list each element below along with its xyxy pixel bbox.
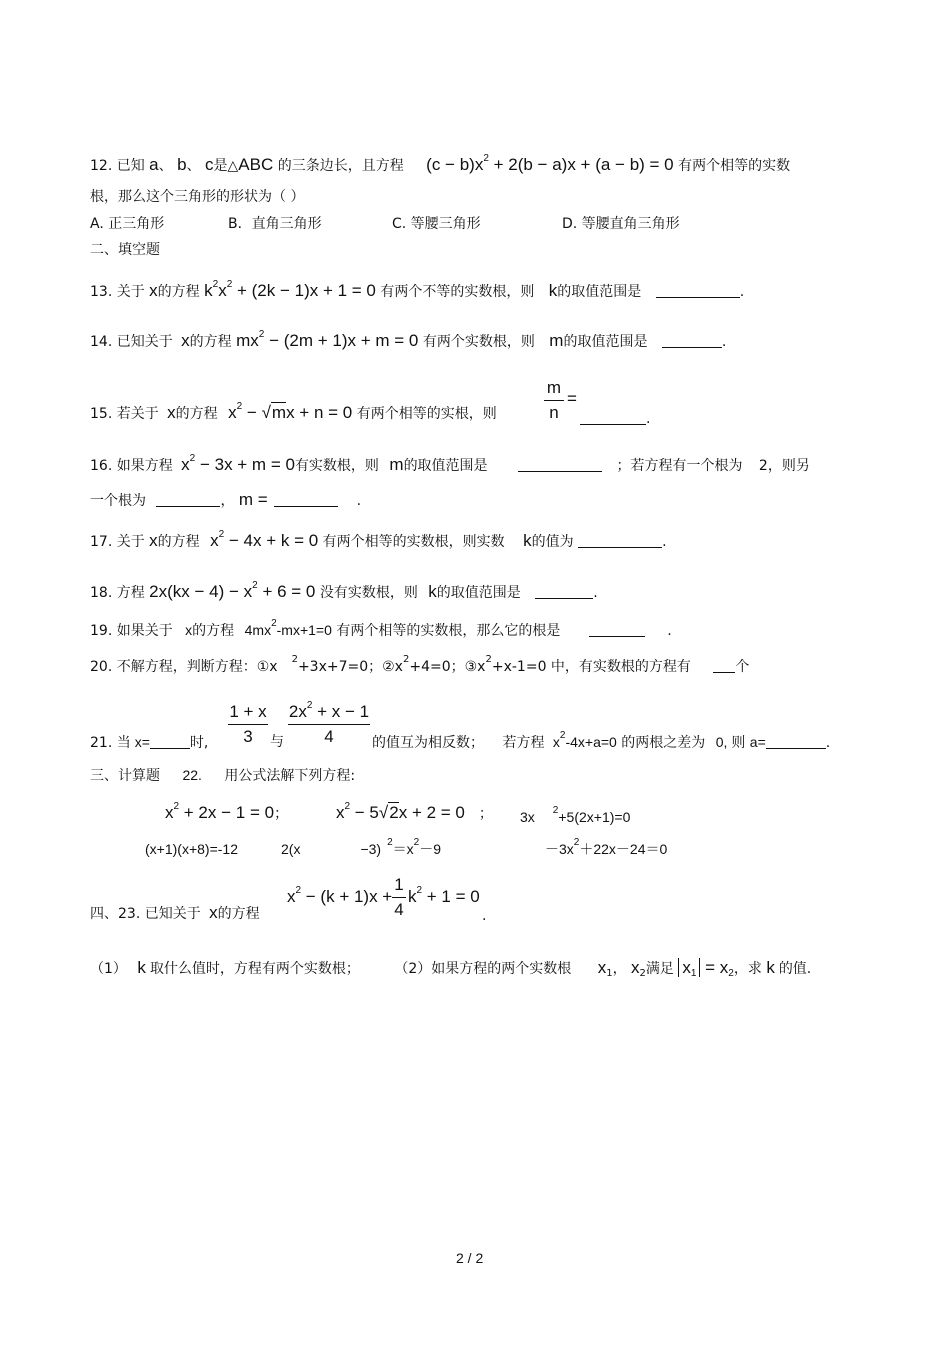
q15 [90,403,497,424]
text: 20. 不解方程，判断方程：①x [90,659,278,675]
subscript: 1 [690,968,697,979]
eq: −3) [360,841,382,857]
section-title: 四、23. 已知关于 [90,906,201,922]
sep: 、 [186,158,201,174]
q12-equation: $(c - b)x^2 + 2(b - a)x + (a - b) = 0$ [426,153,674,174]
section-fill-in: 二、填空题 [90,242,160,258]
var-k: k [137,958,146,977]
text: 的取值范围是 [563,334,648,350]
q22-number: 22. [182,767,202,783]
var-x: x [209,903,218,922]
sqrt-symbol: √ [378,803,389,822]
text: 若方程 [502,735,545,751]
eq: 2(x [281,841,301,857]
eq: k [204,281,213,300]
q12-option-d: D. 等腰直角三角形 [562,216,680,232]
text: 没有实数根，则 [319,585,418,601]
q17-number: 17. 关于 [90,534,145,550]
text: 的方程 [175,406,218,422]
x-equals: x= [134,734,150,750]
var-m: m [389,455,404,474]
eq: − 3x + m = 0 [195,455,295,474]
var-k: k [548,281,558,300]
eq: − [242,403,262,422]
eq: ＝x [392,841,414,857]
part-1-label: （1） [90,961,127,977]
answer-blank[interactable] [518,457,602,472]
q21-rest [372,732,830,753]
text: 的值为 [531,534,574,550]
q22-equation-4: (x+1)(x+8)=-12 [145,841,238,857]
var-k: k [523,531,532,550]
var-k: k [428,582,437,601]
semicolon: ； [274,805,289,821]
eq: x [181,455,190,474]
var-x: x [149,531,158,550]
var-c: c [205,155,214,174]
period: . [825,735,831,751]
eq: x + n = 0 [286,403,353,422]
q21-with: 与 [270,734,284,750]
q13-equation: $k^2x^2 + (2k - 1)x + 1 = 0$ [204,279,376,300]
eq: 4mx [244,622,272,638]
radicand: m [271,403,287,422]
q12-option-b: B．直角三角形 [228,216,322,232]
section-calc [90,765,355,786]
numerator: 1 [394,875,404,894]
var-x: x [181,331,190,350]
eq: -mx+1=0 [276,622,332,638]
eq: 2x(kx − 4) − x [149,582,253,601]
period: . [739,284,745,300]
text: 的取值范围是 [436,585,521,601]
answer-blank[interactable] [578,533,662,548]
text: 有两个相等的实数根，那么它的根是 [336,623,561,639]
q23-condition [678,958,734,977]
page-number: 2 / 2 [456,1250,484,1266]
q23-fraction [392,875,406,920]
var-x2: x [631,958,640,977]
q16-line1 [90,455,810,476]
eq: = x [700,958,729,977]
subscript: 1 [606,968,613,979]
denominator: n [549,403,559,422]
answer-blank[interactable] [535,584,593,599]
q16-equation: $x^2 - 3x + m = 0$ [181,453,295,474]
q22-equation-2: $x^2 - 5√2x + 2 = 0$ ； [336,801,493,822]
eq: x [218,281,227,300]
eq: x + 2 = 0 [398,803,465,822]
answer-blank[interactable] [713,658,735,673]
q17-equation: $x^2 - 4x + k = 0$ [210,529,319,550]
answer-blank[interactable] [766,734,826,749]
eq: (c − b)x [426,155,484,174]
period: . [356,493,362,509]
q16-number: 16. 如果方程 [90,458,173,474]
var-m: m [549,331,564,350]
text: 2，则另 [758,458,810,474]
eq: x [165,803,174,822]
text: 的值互为相反数； [372,735,484,751]
eq: + 2(b − a)x + (a − b) = 0 [488,155,674,174]
eq: 2x [288,702,307,721]
text: 的三条边长，且方程 [277,158,404,174]
section-4 [90,903,260,924]
q22-equation-1: $x^2 + 2x - 1 = 0$； [165,801,289,822]
eq: x [287,887,296,906]
text: ；若方程有一个根为 [616,458,743,474]
q19 [90,620,672,641]
eq: mx [236,331,259,350]
answer-blank[interactable] [589,622,645,637]
period: . [662,534,667,550]
eq: + 6 = 0 [257,582,316,601]
text: 的两根之差为 [621,735,706,751]
q12-number: 12. 已知 [90,158,145,174]
text: 一个根为 [90,493,146,509]
q18-number: 18. 方程 [90,585,145,601]
comma: ， [612,961,627,977]
eq: -4x+a=0 [565,734,617,750]
text: 的方程 [217,906,260,922]
q16-line2 [90,490,361,511]
q22-equation-5: 2(x −3) $^2=x^2-9$ [281,837,441,857]
text: 有实数根，则 [294,458,379,474]
period: . [593,585,598,601]
q21-start [90,732,208,753]
text: 是△ [213,158,239,174]
eq: − (k + 1)x + [301,887,393,906]
numerator: m [546,378,562,397]
q15-number: 15. 若关于 [90,406,159,422]
q17 [90,531,667,552]
q22-equation-6: $-3x^2+22x-24=0$ [545,837,668,857]
triangle-abc: ABC [238,155,274,174]
section-title: 三、计算题 [90,768,160,784]
q14 [90,331,726,352]
denominator: 3 [243,727,253,746]
eq: + (2k − 1)x + 1 = 0 [232,281,376,300]
eq: + x − 1 [312,702,370,721]
text: 0, 则 [715,734,746,750]
text: 个 [735,659,750,675]
q18 [90,582,598,603]
text: 用公式法解下列方程: [224,768,356,784]
eq: ＋22x－24＝0 [579,841,668,857]
q21-fraction-2 [288,702,370,747]
text: 有两个实数根，则 [422,334,535,350]
eq: − 4x + k = 0 [224,531,319,550]
q14-equation: $mx^2 - (2m + 1)x + m = 0$ [236,329,419,350]
radicand: 2 [389,803,399,822]
text: 的值. [778,961,812,977]
q12-line1 [90,155,790,176]
denominator: 4 [394,900,404,919]
eq: －9 [419,841,441,857]
var-a: a [149,155,159,174]
text: 有两个不等的实数根，则 [380,284,535,300]
answer-blank[interactable] [656,283,740,298]
eq: －3x [545,841,574,857]
eq: + 2x − 1 = 0 [179,803,275,822]
q15-equals: = [567,389,577,408]
text: 有两个相等的实根，则 [356,406,497,422]
q23-equation: $x^2 - (k + 1)x$ + [287,885,393,906]
period: . [646,411,651,427]
semicolon: ； [478,805,493,821]
q13-number: 13. 关于 [90,284,145,300]
sqrt-symbol: √ [261,403,271,422]
q23-parts [90,958,811,979]
answer-blank[interactable] [274,492,338,507]
answer-blank[interactable] [662,333,722,348]
q18-equation: $2x(kx - 4) - x^2 + 6 = 0$ [149,580,316,601]
numerator: 1 + x [229,702,267,721]
q23-period: . [482,908,487,924]
q19-equation: $4mx^2-mx+1=0$ [244,618,332,638]
denominator: 4 [324,727,334,746]
q21-number: 21. 当 [90,735,131,751]
subscript: 2 [728,968,734,979]
q21-equation: $x^2-4x+a=0$ [552,730,617,750]
text: 的方程 [157,534,200,550]
text: 取什么值时，方程有两个实数根； [149,961,360,977]
var-x1: x [597,958,607,977]
eq: x [210,531,219,550]
q15-equation: $x^2 - √mx + n = 0$ [228,401,353,422]
eq: x [228,403,237,422]
var-x: x [185,622,193,638]
answer-blank[interactable] [580,410,646,425]
text: 的方程 [192,623,235,639]
m-equals: m = [238,490,268,509]
q23-equation-tail: $k^2 + 1 = 0$ [408,885,480,906]
fraction-bar [288,724,370,725]
fraction-bar [228,724,268,725]
text: 满足 [645,961,674,977]
var-k: k [766,958,775,977]
answer-blank[interactable] [150,734,190,749]
q14-number: 14. 已知关于 [90,334,173,350]
text: 时, [189,735,209,751]
eq: x [682,958,691,977]
q12-line2: 根，那么这个三角形的形状为（ ） [90,189,305,205]
text: ，求 [733,961,762,977]
text: 的方程 [189,334,232,350]
text: +4=0；③x [409,659,486,675]
a-equals: a= [749,734,766,750]
var-x: x [149,281,158,300]
text: 的取值范围是 [403,458,488,474]
q22-equation-3: 3x $^2$+5(2x+1)=0 [520,805,631,825]
var-x: x [167,403,176,422]
eq: + 1 = 0 [422,887,480,906]
q15-answer [580,409,650,429]
sep: 、 [158,158,173,174]
eq: − (2m + 1)x + m = 0 [264,331,419,350]
q21-fraction-1 [228,702,268,747]
answer-blank[interactable] [156,492,220,507]
fraction-bar [392,897,406,898]
fraction-bar [544,400,564,401]
text: 有两个相等的实数 [678,158,791,174]
q12-option-a: A. 正三角形 [90,216,165,232]
numerator: $2x^2 + x - 1$ [288,700,370,721]
var-b: b [177,155,187,174]
eq: x [336,803,345,822]
q13 [90,281,744,302]
text: 的方程 [157,284,200,300]
absolute-value [678,958,700,977]
eq: 3x [520,809,535,825]
text: 有两个相等的实数根，则实数 [322,534,505,550]
period: . [667,623,672,639]
text: +x-1=0 中，有实数根的方程有 [491,659,691,675]
eq: − 5 [350,803,379,822]
part-2-label: （2）如果方程的两个实数根 [394,961,572,977]
eq: +5(2x+1)=0 [558,809,631,825]
q20: 20. 不解方程，判断方程：①x $^2$+3x+7=0；$②x^2+4=0$；$③x^2+x-1=0$ 中，有实数根的方程有 个 [90,654,750,675]
eq: x [552,734,560,750]
text: 的取值范围是 [557,284,642,300]
period: . [721,334,727,350]
q12-option-c: C. 等腰三角形 [392,216,481,232]
q15-fraction [544,378,564,423]
subscript: 2 [639,968,646,979]
text: +3x+7=0；②x [297,659,403,675]
q19-number: 19. 如果关于 [90,623,173,639]
eq: k [408,887,417,906]
comma: ， [220,493,235,509]
